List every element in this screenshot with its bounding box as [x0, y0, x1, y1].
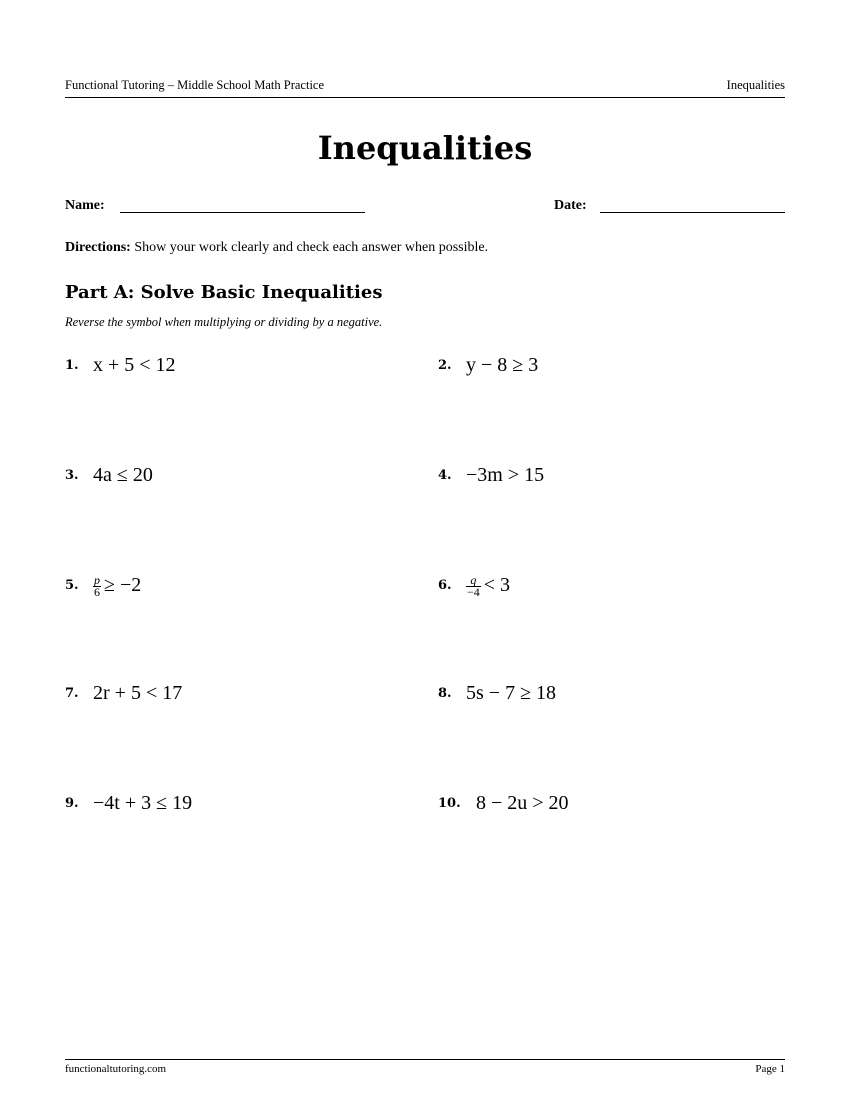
- fraction-denominator: 6: [94, 584, 100, 599]
- section-note: Reverse the symbol when multiplying or dividing by a negative.: [65, 315, 383, 329]
- footer-page-number: Page 1: [755, 1063, 785, 1075]
- directions: [65, 240, 785, 256]
- fraction: [93, 572, 101, 599]
- date-blank-line: [600, 212, 785, 213]
- date-label: Date:: [554, 198, 587, 213]
- fraction-numerator: q: [466, 575, 481, 587]
- problem-expression: 5s − 7 ≥ 18: [466, 682, 557, 704]
- fraction: [466, 572, 481, 599]
- name-field: [65, 196, 365, 216]
- problem-number: 8.: [438, 686, 452, 701]
- fraction-denominator: −4: [467, 584, 480, 599]
- problem-number: 6.: [438, 578, 452, 593]
- directions-lead: Directions:: [65, 240, 131, 255]
- problem-number: 9.: [65, 796, 79, 811]
- problem-number: 10.: [438, 796, 461, 811]
- header-topic: Inequalities: [726, 78, 785, 92]
- problem-number: 3.: [65, 468, 79, 483]
- problem-expression: 2r + 5 < 17: [93, 682, 183, 704]
- name-blank-line: [120, 212, 365, 213]
- problem-expression: −3m > 15: [466, 464, 545, 486]
- worksheet-title: Inequalities: [317, 129, 533, 167]
- footer-website: functionaltutoring.com: [65, 1063, 167, 1075]
- problem-number: 2.: [438, 358, 452, 373]
- problem-number: 1.: [65, 358, 79, 373]
- header-course-title: Functional Tutoring – Middle School Math Practice: [65, 78, 325, 92]
- page-header: [65, 78, 785, 98]
- name-label: Name:: [65, 198, 105, 213]
- problem-number: 4.: [438, 468, 452, 483]
- fraction-numerator: p: [94, 572, 100, 587]
- problem-expression: 4a ≤ 20: [93, 464, 153, 486]
- problem-expression: 8 − 2u > 20: [476, 792, 569, 814]
- problem-expression: [93, 572, 141, 598]
- page-footer: [65, 1059, 785, 1078]
- section-title: Part A: Solve Basic Inequalities: [65, 282, 383, 303]
- expression-rest: < 3: [483, 574, 511, 596]
- expression-rest: ≥ −2: [104, 574, 142, 596]
- date-field: [554, 196, 785, 216]
- problem-expression: −4t + 3 ≤ 19: [93, 792, 193, 814]
- problem-expression: [466, 572, 510, 598]
- problem-expression: x + 5 < 12: [93, 354, 176, 376]
- directions-text: Show your work clearly and check each answer when possible.: [134, 240, 489, 255]
- problem-number: 7.: [65, 686, 79, 701]
- problem-expression: y − 8 ≥ 3: [466, 354, 539, 376]
- problem-number: 5.: [65, 578, 79, 593]
